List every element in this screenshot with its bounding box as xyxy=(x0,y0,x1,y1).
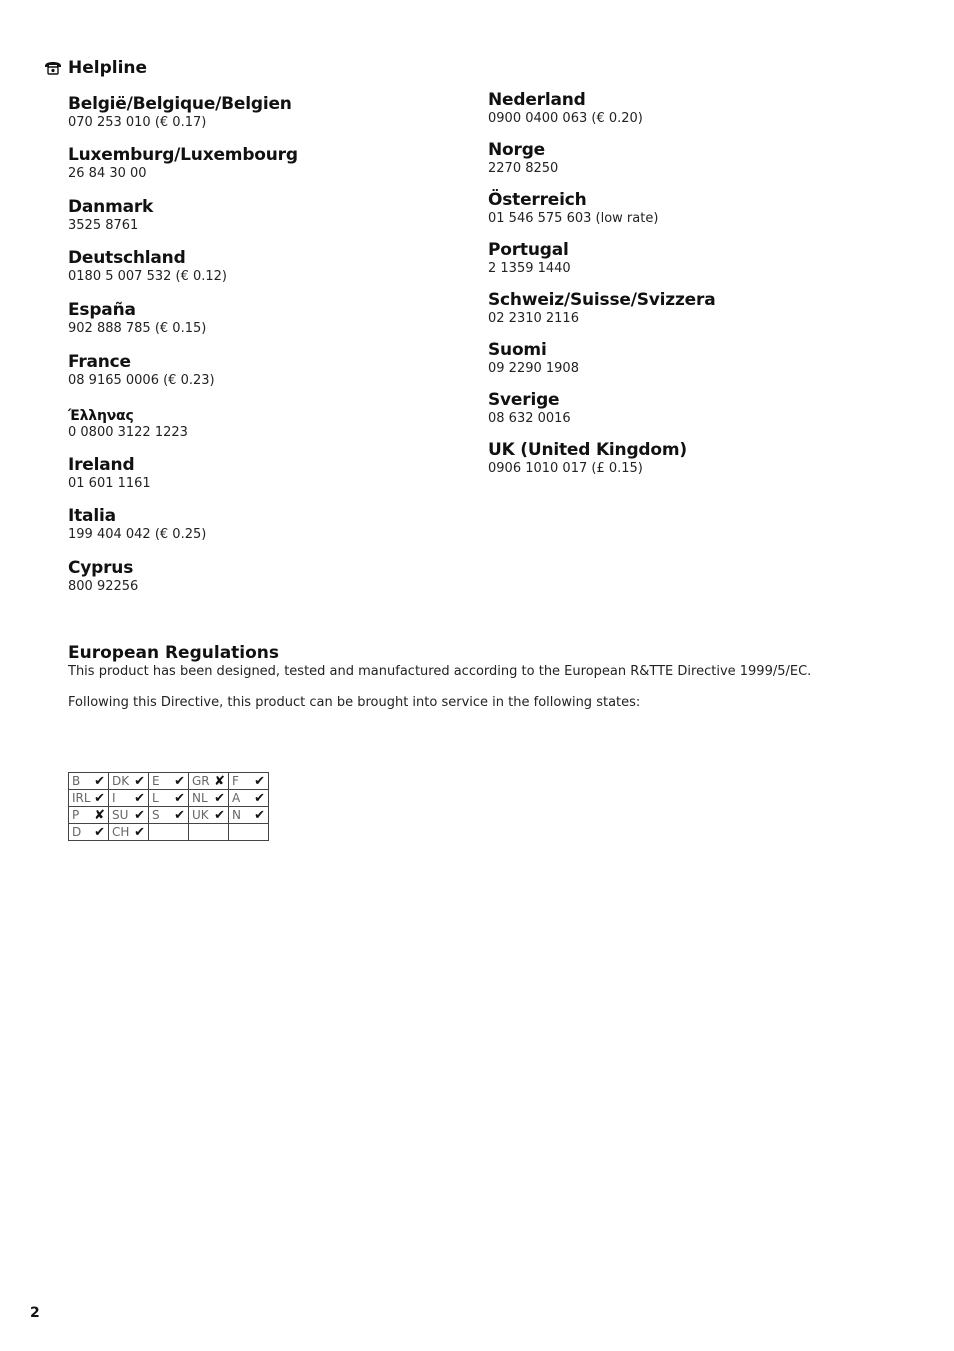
helpline-right-column xyxy=(488,90,908,490)
helpline-entry xyxy=(68,197,488,248)
state-code: DK xyxy=(112,774,130,788)
country-name: UK (United Kingdom) xyxy=(488,440,687,460)
helpline-entry xyxy=(68,145,488,197)
state-mark: ✔ xyxy=(214,807,225,823)
state-mark: ✘ xyxy=(94,807,105,823)
states-row xyxy=(69,824,269,841)
phone-number: 0180 5 007 532 (€ 0.12) xyxy=(68,269,228,284)
helpline-title: Helpline xyxy=(68,58,148,78)
phone-number: 0900 0400 063 (€ 0.20) xyxy=(488,111,643,126)
country-name: Portugal xyxy=(488,240,569,260)
phone-number: 01 546 575 603 (low rate) xyxy=(488,211,659,226)
state-cell xyxy=(149,790,189,807)
states-row xyxy=(69,807,269,824)
regulations-paragraph: Following this Directive, this product can be brought into service in the following states: xyxy=(68,695,641,710)
state-cell xyxy=(109,773,149,790)
state-cell xyxy=(109,824,149,841)
state-cell xyxy=(189,790,229,807)
state-code: L xyxy=(152,791,159,805)
state-mark: ✔ xyxy=(94,790,105,806)
helpline-entry xyxy=(488,140,908,190)
state-mark: ✔ xyxy=(174,807,185,823)
state-cell xyxy=(229,790,269,807)
state-mark: ✔ xyxy=(174,773,185,789)
state-cell xyxy=(69,807,109,824)
phone-number: 2 1359 1440 xyxy=(488,261,571,276)
state-cell xyxy=(109,807,149,824)
state-cell xyxy=(229,824,269,841)
phone-number: 0 0800 3122 1223 xyxy=(68,425,188,440)
helpline-entry xyxy=(488,440,908,490)
state-mark: ✔ xyxy=(134,773,145,789)
helpline-entry xyxy=(488,190,908,240)
phone-number: 01 601 1161 xyxy=(68,476,151,491)
state-cell xyxy=(69,824,109,841)
country-name: España xyxy=(68,300,136,320)
helpline-entry xyxy=(68,404,488,455)
state-mark: ✔ xyxy=(254,807,265,823)
helpline-entry xyxy=(488,290,908,340)
state-cell xyxy=(229,807,269,824)
state-code: UK xyxy=(192,808,209,822)
phone-number: 02 2310 2116 xyxy=(488,311,579,326)
helpline-entry xyxy=(68,248,488,300)
country-name: Danmark xyxy=(68,197,154,217)
european-regulations-section xyxy=(68,643,888,711)
country-name: Deutschland xyxy=(68,248,186,268)
helpline-entry xyxy=(68,558,488,609)
state-cell xyxy=(189,773,229,790)
phone-number: 800 92256 xyxy=(68,579,139,594)
phone-number: 09 2290 1908 xyxy=(488,361,579,376)
phone-number: 199 404 042 (€ 0.25) xyxy=(68,527,207,542)
state-code: SU xyxy=(112,808,129,822)
country-name: Norge xyxy=(488,140,545,160)
state-cell xyxy=(229,773,269,790)
state-mark: ✔ xyxy=(134,790,145,806)
state-mark: ✔ xyxy=(134,807,145,823)
state-cell xyxy=(109,790,149,807)
phone-number: 0906 1010 017 (£ 0.15) xyxy=(488,461,643,476)
country-name: Schweiz/Suisse/Svizzera xyxy=(488,290,716,310)
country-name: France xyxy=(68,352,131,372)
state-code: N xyxy=(232,808,241,822)
helpline-entry xyxy=(68,352,488,404)
state-cell xyxy=(189,807,229,824)
country-name: Έλληνας xyxy=(68,408,134,424)
telephone-icon xyxy=(44,61,62,75)
helpline-entry xyxy=(488,240,908,290)
helpline-entry xyxy=(488,90,908,140)
state-code: P xyxy=(72,808,80,822)
country-name: België/Belgique/Belgien xyxy=(68,94,292,114)
country-name: Suomi xyxy=(488,340,547,360)
country-name: Cyprus xyxy=(68,558,134,578)
state-cell xyxy=(69,773,109,790)
helpline-entry xyxy=(488,390,908,440)
state-cell xyxy=(149,824,189,841)
state-code: IRL xyxy=(72,791,91,805)
helpline-entry xyxy=(68,300,488,352)
country-name: Ireland xyxy=(68,455,135,475)
phone-number: 2270 8250 xyxy=(488,161,559,176)
helpline-entry xyxy=(488,340,908,390)
state-code: F xyxy=(232,774,239,788)
country-name: Luxemburg/Luxembourg xyxy=(68,145,298,165)
state-mark: ✘ xyxy=(214,773,225,789)
country-name: Nederland xyxy=(488,90,586,110)
phone-number: 070 253 010 (€ 0.17) xyxy=(68,115,207,130)
state-mark: ✔ xyxy=(94,824,105,840)
phone-number: 3525 8761 xyxy=(68,218,139,233)
helpline-heading xyxy=(44,58,147,78)
helpline-entry xyxy=(68,94,488,145)
country-name: Österreich xyxy=(488,190,587,210)
state-cell xyxy=(149,773,189,790)
country-name: Sverige xyxy=(488,390,560,410)
state-code: D xyxy=(72,825,82,839)
state-code: NL xyxy=(192,791,208,805)
phone-number: 08 9165 0006 (€ 0.23) xyxy=(68,373,215,388)
state-mark: ✔ xyxy=(94,773,105,789)
page-number: 2 xyxy=(30,1305,40,1321)
state-mark: ✔ xyxy=(254,773,265,789)
states-row xyxy=(69,773,269,790)
state-cell xyxy=(189,824,229,841)
state-mark: ✔ xyxy=(214,790,225,806)
state-code: S xyxy=(152,808,160,822)
state-cell xyxy=(69,790,109,807)
state-code: E xyxy=(152,774,160,788)
states-table xyxy=(68,772,269,841)
state-mark: ✔ xyxy=(254,790,265,806)
state-mark: ✔ xyxy=(134,824,145,840)
state-mark: ✔ xyxy=(174,790,185,806)
regulations-paragraph: This product has been designed, tested and manufactured according to the European R&TTE Directive 1999/5/EC. xyxy=(68,664,812,679)
helpline-entry xyxy=(68,455,488,506)
state-cell xyxy=(149,807,189,824)
state-code: I xyxy=(112,791,116,805)
helpline-entry xyxy=(68,506,488,558)
state-code: CH xyxy=(112,825,130,839)
country-name: Italia xyxy=(68,506,116,526)
state-code: A xyxy=(232,791,241,805)
state-code: GR xyxy=(192,774,210,788)
phone-number: 902 888 785 (€ 0.15) xyxy=(68,321,207,336)
helpline-left-column xyxy=(68,94,488,609)
states-row xyxy=(69,790,269,807)
phone-number: 08 632 0016 xyxy=(488,411,571,426)
regulations-title: European Regulations xyxy=(68,643,280,663)
phone-number: 26 84 30 00 xyxy=(68,166,147,181)
state-code: B xyxy=(72,774,81,788)
